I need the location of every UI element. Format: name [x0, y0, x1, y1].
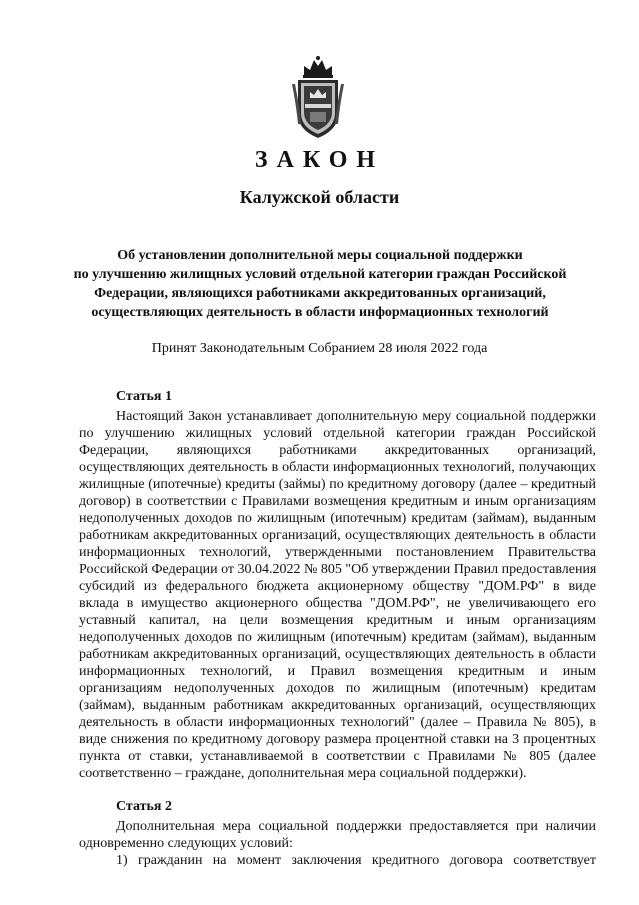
document-subtitle: Калужской области — [239, 187, 400, 207]
heading-line: Федерации, являющихся работниками аккредитованных организаций, — [94, 286, 546, 301]
article-1-line: виде снижения по кредитному договору размера процентной ставки на 3 процентных — [79, 732, 596, 747]
article-1-line: жилищные (ипотечные) кредиты (займы) по кредитному договору (далее – кредитный — [79, 477, 596, 492]
article-1-line: информационных технологий, утвержденными постановлением Правительства — [79, 545, 596, 560]
article-1-line: деятельность в области информационных технологий" (далее – Правила № 805), в — [79, 715, 596, 730]
article-1-line: Федерации, являющихся работниками аккредитованных организаций, — [79, 443, 596, 458]
law-heading — [70, 246, 570, 322]
article-1-title: Статья 1 — [116, 389, 172, 404]
article-1-line: соответственно – граждане, дополнительная мера социальной поддержки). — [79, 766, 527, 781]
article-2-line: Дополнительная мера социальной поддержки предоставляется при наличии — [116, 819, 596, 834]
coat-of-arms-icon — [290, 54, 346, 142]
article-1-line: организациям недополученных доходов по жилищным (ипотечным) кредитам — [79, 681, 596, 696]
article-1-line: договор) в соответствии с Правилами возмещения кредитным и иным организациям — [79, 494, 596, 509]
article-1-line: недополученных доходов по жилищным (ипотечным) кредитам (займам), выданным — [79, 630, 596, 645]
heading-line: по улучшению жилищных условий отдельной категории граждан Российской — [73, 267, 567, 282]
article-1-line: вклада в имущество акционерного общества "ДОМ.РФ", не увеличивающего его — [79, 596, 596, 611]
article-2-line: 1) гражданин на момент заключения кредитного договора соответствует — [116, 853, 596, 868]
article-1-line: Российской Федерации от 30.04.2022 № 805 "Об утверждении Правил предоставления — [79, 562, 596, 577]
article-1-line: недополученных доходов по жилищным (ипотечным) кредитам (займам), выданным — [79, 511, 596, 526]
article-1-line: уставный капитал, на цели возмещения кредитным и иным организациям — [79, 613, 596, 628]
article-1-line: работникам аккредитованных организаций, осуществляющих деятельность в области — [79, 647, 596, 662]
adoption-note: Принят Законодательным Собранием 28 июля 2022 года — [151, 341, 488, 356]
article-1-line: по улучшению жилищных условий отдельной категории граждан Российской — [79, 426, 596, 441]
article-1-line: (займам), выданным работникам аккредитованных организаций, осуществляющих — [79, 698, 596, 713]
article-2-line: одновременно следующих условий: — [79, 836, 293, 851]
article-1-line: субсидий из федерального бюджета акционерному обществу "ДОМ.РФ" в виде — [79, 579, 596, 594]
article-2-title: Статья 2 — [116, 799, 172, 814]
article-1-line: пункта от ставки, устанавливаемой в соответствии с Правилами № 805 (далее — [79, 749, 596, 764]
document-title: ЗАКОН — [254, 147, 385, 173]
article-1-line: работникам аккредитованных организаций, осуществляющих деятельность в области — [79, 528, 596, 543]
heading-line: Об установлении дополнительной меры социальной поддержки — [117, 248, 523, 263]
article-1-line: информационных технологий, и Правил возмещения кредитным и иным — [79, 664, 596, 679]
heading-line: осуществляющих деятельность в области информационных технологий — [91, 305, 549, 320]
article-1-line: Настоящий Закон устанавливает дополнительную меру социальной поддержки — [116, 409, 596, 424]
article-1-line: осуществляющих деятельность в области информационных технологий, получающих — [79, 460, 596, 475]
